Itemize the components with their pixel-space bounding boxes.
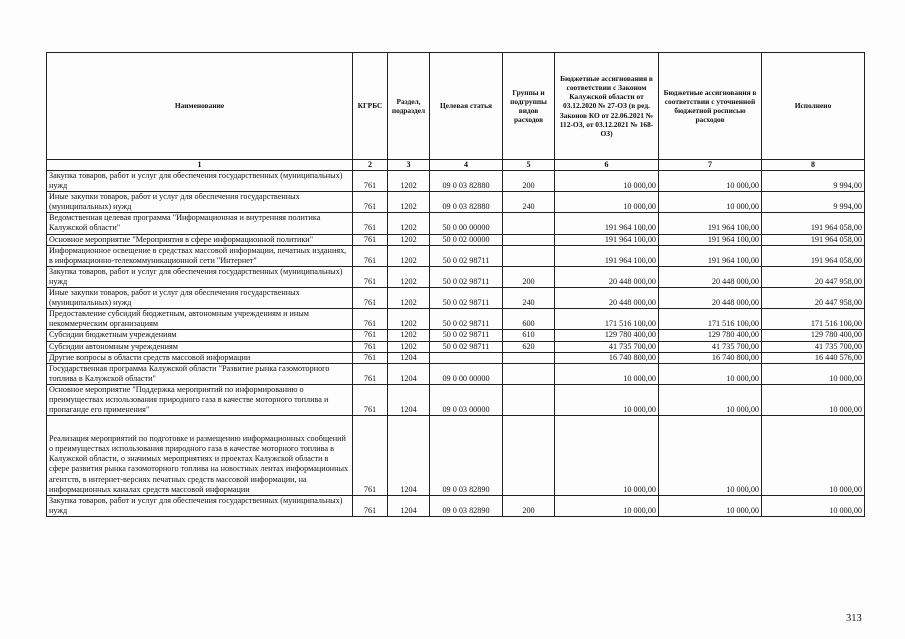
- cell-kgrbs: 761: [353, 245, 388, 266]
- cell-executed: 9 994,00: [762, 171, 865, 192]
- table-row: [47, 384, 865, 415]
- cell-allocations-refined: 10 000,00: [659, 416, 762, 496]
- cell-group: [503, 245, 555, 266]
- header-target: Целевая статья: [430, 53, 503, 160]
- cell-executed: 41 735 700,00: [762, 341, 865, 352]
- cell-allocations-law: 10 000,00: [555, 192, 659, 213]
- cell-allocations-law: 10 000,00: [555, 363, 659, 384]
- table-row: [47, 341, 865, 352]
- cell-section: 1204: [388, 416, 430, 496]
- cell-kgrbs: 761: [353, 288, 388, 309]
- cell-group: 240: [503, 288, 555, 309]
- cell-target: 09 0 03 82890: [430, 416, 503, 496]
- table-row: [47, 234, 865, 245]
- cell-name: Реализация мероприятий по подготовке и размещению информационных сообщений о преимуществах использования природного газа в качестве моторного топлива в Калужской области, о значимых мероприятиях и проектах Калужской области в сфере развития рынка газомоторного топлива на новостных лентах информационных агентств, в интернет-версиях печатных средств массовой информации, на информационных каналах средств массовой информации: [47, 416, 353, 496]
- table-row: [47, 330, 865, 341]
- cell-name: Субсидии автономным учреждениям: [47, 341, 353, 352]
- cell-allocations-law: 16 740 800,00: [555, 352, 659, 363]
- table-body: [47, 171, 865, 517]
- cell-allocations-refined: 10 000,00: [659, 363, 762, 384]
- cell-kgrbs: 761: [353, 234, 388, 245]
- cell-kgrbs: 761: [353, 495, 388, 516]
- cell-allocations-refined: 10 000,00: [659, 171, 762, 192]
- table-row: [47, 213, 865, 234]
- cell-name: Основное мероприятие "Мероприятия в сфере информационной политики": [47, 234, 353, 245]
- cell-group: [503, 213, 555, 234]
- cell-section: 1204: [388, 384, 430, 415]
- cell-name: Предоставление субсидий бюджетным, автономным учреждениям и иным некоммерческим организациям: [47, 309, 353, 330]
- cell-kgrbs: 761: [353, 363, 388, 384]
- cell-allocations-law: 10 000,00: [555, 416, 659, 496]
- cell-group: 200: [503, 266, 555, 287]
- cell-allocations-law: 191 964 100,00: [555, 234, 659, 245]
- cell-allocations-law: 171 516 100,00: [555, 309, 659, 330]
- cell-executed: 191 964 058,00: [762, 234, 865, 245]
- cell-group: [503, 384, 555, 415]
- cell-group: 620: [503, 341, 555, 352]
- table-row: [47, 245, 865, 266]
- column-number: 3: [388, 160, 430, 171]
- cell-section: 1202: [388, 288, 430, 309]
- table-row: [47, 266, 865, 287]
- cell-name: Иные закупки товаров, работ и услуг для обеспечения государственных (муниципальных) нужд: [47, 288, 353, 309]
- cell-name: Другие вопросы в области средств массовой информации: [47, 352, 353, 363]
- cell-executed: 171 516 100,00: [762, 309, 865, 330]
- column-number: 1: [47, 160, 353, 171]
- cell-target: 50 0 02 98711: [430, 245, 503, 266]
- page-number: 313: [846, 613, 862, 624]
- cell-target: 50 0 02 98711: [430, 330, 503, 341]
- cell-allocations-law: 20 448 000,00: [555, 288, 659, 309]
- column-number: 5: [503, 160, 555, 171]
- header-executed: Исполнено: [762, 53, 865, 160]
- cell-executed: 10 000,00: [762, 495, 865, 516]
- table-row: [47, 495, 865, 516]
- column-number: 7: [659, 160, 762, 171]
- cell-section: 1204: [388, 495, 430, 516]
- cell-target: 50 0 02 98711: [430, 266, 503, 287]
- table-row: [47, 363, 865, 384]
- cell-section: 1202: [388, 192, 430, 213]
- cell-target: 50 0 02 98711: [430, 288, 503, 309]
- cell-target: 50 0 00 00000: [430, 213, 503, 234]
- table-row: [47, 416, 865, 496]
- cell-group: 240: [503, 192, 555, 213]
- cell-allocations-refined: 191 964 100,00: [659, 213, 762, 234]
- header-allocations-refined: Бюджетные ассигнования в соответствии с уточненной бюджетной росписью расходов: [659, 53, 762, 160]
- cell-name: Иные закупки товаров, работ и услуг для обеспечения государственных (муниципальных) нужд: [47, 192, 353, 213]
- cell-allocations-refined: 20 448 000,00: [659, 266, 762, 287]
- cell-kgrbs: 761: [353, 309, 388, 330]
- table-row: [47, 192, 865, 213]
- cell-executed: 20 447 958,00: [762, 288, 865, 309]
- cell-executed: 16 440 576,00: [762, 352, 865, 363]
- cell-name: Информационное освещение в средствах массовой информации, печатных изданиях, в информационно-телекоммуникационной сети "Интернет": [47, 245, 353, 266]
- cell-allocations-refined: 191 964 100,00: [659, 234, 762, 245]
- cell-section: 1202: [388, 213, 430, 234]
- cell-kgrbs: 761: [353, 384, 388, 415]
- cell-section: 1202: [388, 309, 430, 330]
- cell-target: 09 0 03 00000: [430, 384, 503, 415]
- table-row: [47, 352, 865, 363]
- cell-executed: 191 964 058,00: [762, 245, 865, 266]
- cell-section: 1202: [388, 245, 430, 266]
- cell-group: [503, 352, 555, 363]
- cell-name: Основное мероприятие "Поддержка мероприятий по информированию о преимуществах использования природного газа в качестве моторного топлива и пропаганде его применения": [47, 384, 353, 415]
- cell-executed: 10 000,00: [762, 363, 865, 384]
- cell-allocations-law: 10 000,00: [555, 495, 659, 516]
- header-groups: Группы и подгруппы видов расходов: [503, 53, 555, 160]
- column-number: 2: [353, 160, 388, 171]
- cell-group: [503, 416, 555, 496]
- cell-name: Ведомственная целевая программа "Информационная и внутренняя политика Калужской области": [47, 213, 353, 234]
- cell-executed: 20 447 958,00: [762, 266, 865, 287]
- cell-target: 50 0 02 98711: [430, 341, 503, 352]
- cell-group: 200: [503, 171, 555, 192]
- cell-section: 1202: [388, 234, 430, 245]
- cell-allocations-law: 191 964 100,00: [555, 213, 659, 234]
- cell-allocations-refined: 16 740 800,00: [659, 352, 762, 363]
- header-kgrbs: КГРБС: [353, 53, 388, 160]
- column-number: 4: [430, 160, 503, 171]
- cell-kgrbs: 761: [353, 266, 388, 287]
- cell-group: [503, 234, 555, 245]
- header-allocations-law: Бюджетные ассигнования в соответствии с Законом Калужской области от 03.12.2020 № 27-ОЗ (в ред. Законов КО от 22.06.2021 № 112-ОЗ, от 03.12.2021 № 168-ОЗ): [555, 53, 659, 160]
- cell-executed: 191 964 058,00: [762, 213, 865, 234]
- cell-allocations-law: 41 735 700,00: [555, 341, 659, 352]
- table-row: [47, 171, 865, 192]
- cell-name: Закупка товаров, работ и услуг для обеспечения государственных (муниципальных) нужд: [47, 495, 353, 516]
- cell-allocations-refined: 10 000,00: [659, 192, 762, 213]
- cell-kgrbs: 761: [353, 171, 388, 192]
- cell-group: [503, 363, 555, 384]
- cell-section: 1204: [388, 363, 430, 384]
- cell-allocations-refined: 41 735 700,00: [659, 341, 762, 352]
- header-section: Раздел, подраздел: [388, 53, 430, 160]
- cell-kgrbs: 761: [353, 416, 388, 496]
- cell-group: 200: [503, 495, 555, 516]
- header-row: [47, 53, 865, 160]
- cell-group: 610: [503, 330, 555, 341]
- cell-target: 09 0 00 00000: [430, 363, 503, 384]
- cell-section: 1202: [388, 341, 430, 352]
- cell-allocations-law: 129 780 400,00: [555, 330, 659, 341]
- cell-name: Закупка товаров, работ и услуг для обеспечения государственных (муниципальных) нужд: [47, 171, 353, 192]
- cell-name: Закупка товаров, работ и услуг для обеспечения государственных (муниципальных) нужд: [47, 266, 353, 287]
- table-row: [47, 309, 865, 330]
- cell-name: Государственная программа Калужской области "Развитие рынка газомоторного топлива в Калужской области": [47, 363, 353, 384]
- cell-executed: 10 000,00: [762, 384, 865, 415]
- cell-allocations-refined: 171 516 100,00: [659, 309, 762, 330]
- cell-kgrbs: 761: [353, 213, 388, 234]
- cell-group: 600: [503, 309, 555, 330]
- column-number: 8: [762, 160, 865, 171]
- cell-section: 1204: [388, 352, 430, 363]
- cell-executed: 10 000,00: [762, 416, 865, 496]
- budget-table: [46, 52, 865, 517]
- cell-allocations-refined: 129 780 400,00: [659, 330, 762, 341]
- cell-target: 50 0 02 98711: [430, 309, 503, 330]
- cell-allocations-law: 20 448 000,00: [555, 266, 659, 287]
- cell-executed: 9 994,00: [762, 192, 865, 213]
- cell-kgrbs: 761: [353, 192, 388, 213]
- cell-name: Субсидии бюджетным учреждениям: [47, 330, 353, 341]
- cell-executed: 129 780 400,00: [762, 330, 865, 341]
- cell-kgrbs: 761: [353, 330, 388, 341]
- cell-allocations-refined: 20 448 000,00: [659, 288, 762, 309]
- column-number: 6: [555, 160, 659, 171]
- table-row: [47, 288, 865, 309]
- cell-section: 1202: [388, 330, 430, 341]
- cell-section: 1202: [388, 266, 430, 287]
- cell-allocations-law: 10 000,00: [555, 171, 659, 192]
- cell-kgrbs: 761: [353, 341, 388, 352]
- cell-allocations-law: 191 964 100,00: [555, 245, 659, 266]
- cell-kgrbs: 761: [353, 352, 388, 363]
- cell-target: 09 0 03 82880: [430, 171, 503, 192]
- cell-allocations-refined: 10 000,00: [659, 384, 762, 415]
- cell-section: 1202: [388, 171, 430, 192]
- cell-allocations-refined: 10 000,00: [659, 495, 762, 516]
- cell-target: 50 0 02 00000: [430, 234, 503, 245]
- header-name: Наименование: [47, 53, 353, 160]
- cell-allocations-refined: 191 964 100,00: [659, 245, 762, 266]
- cell-target: 09 0 03 82880: [430, 192, 503, 213]
- cell-allocations-law: 10 000,00: [555, 384, 659, 415]
- column-number-row: [47, 160, 865, 171]
- cell-target: [430, 352, 503, 363]
- cell-target: 09 0 03 82890: [430, 495, 503, 516]
